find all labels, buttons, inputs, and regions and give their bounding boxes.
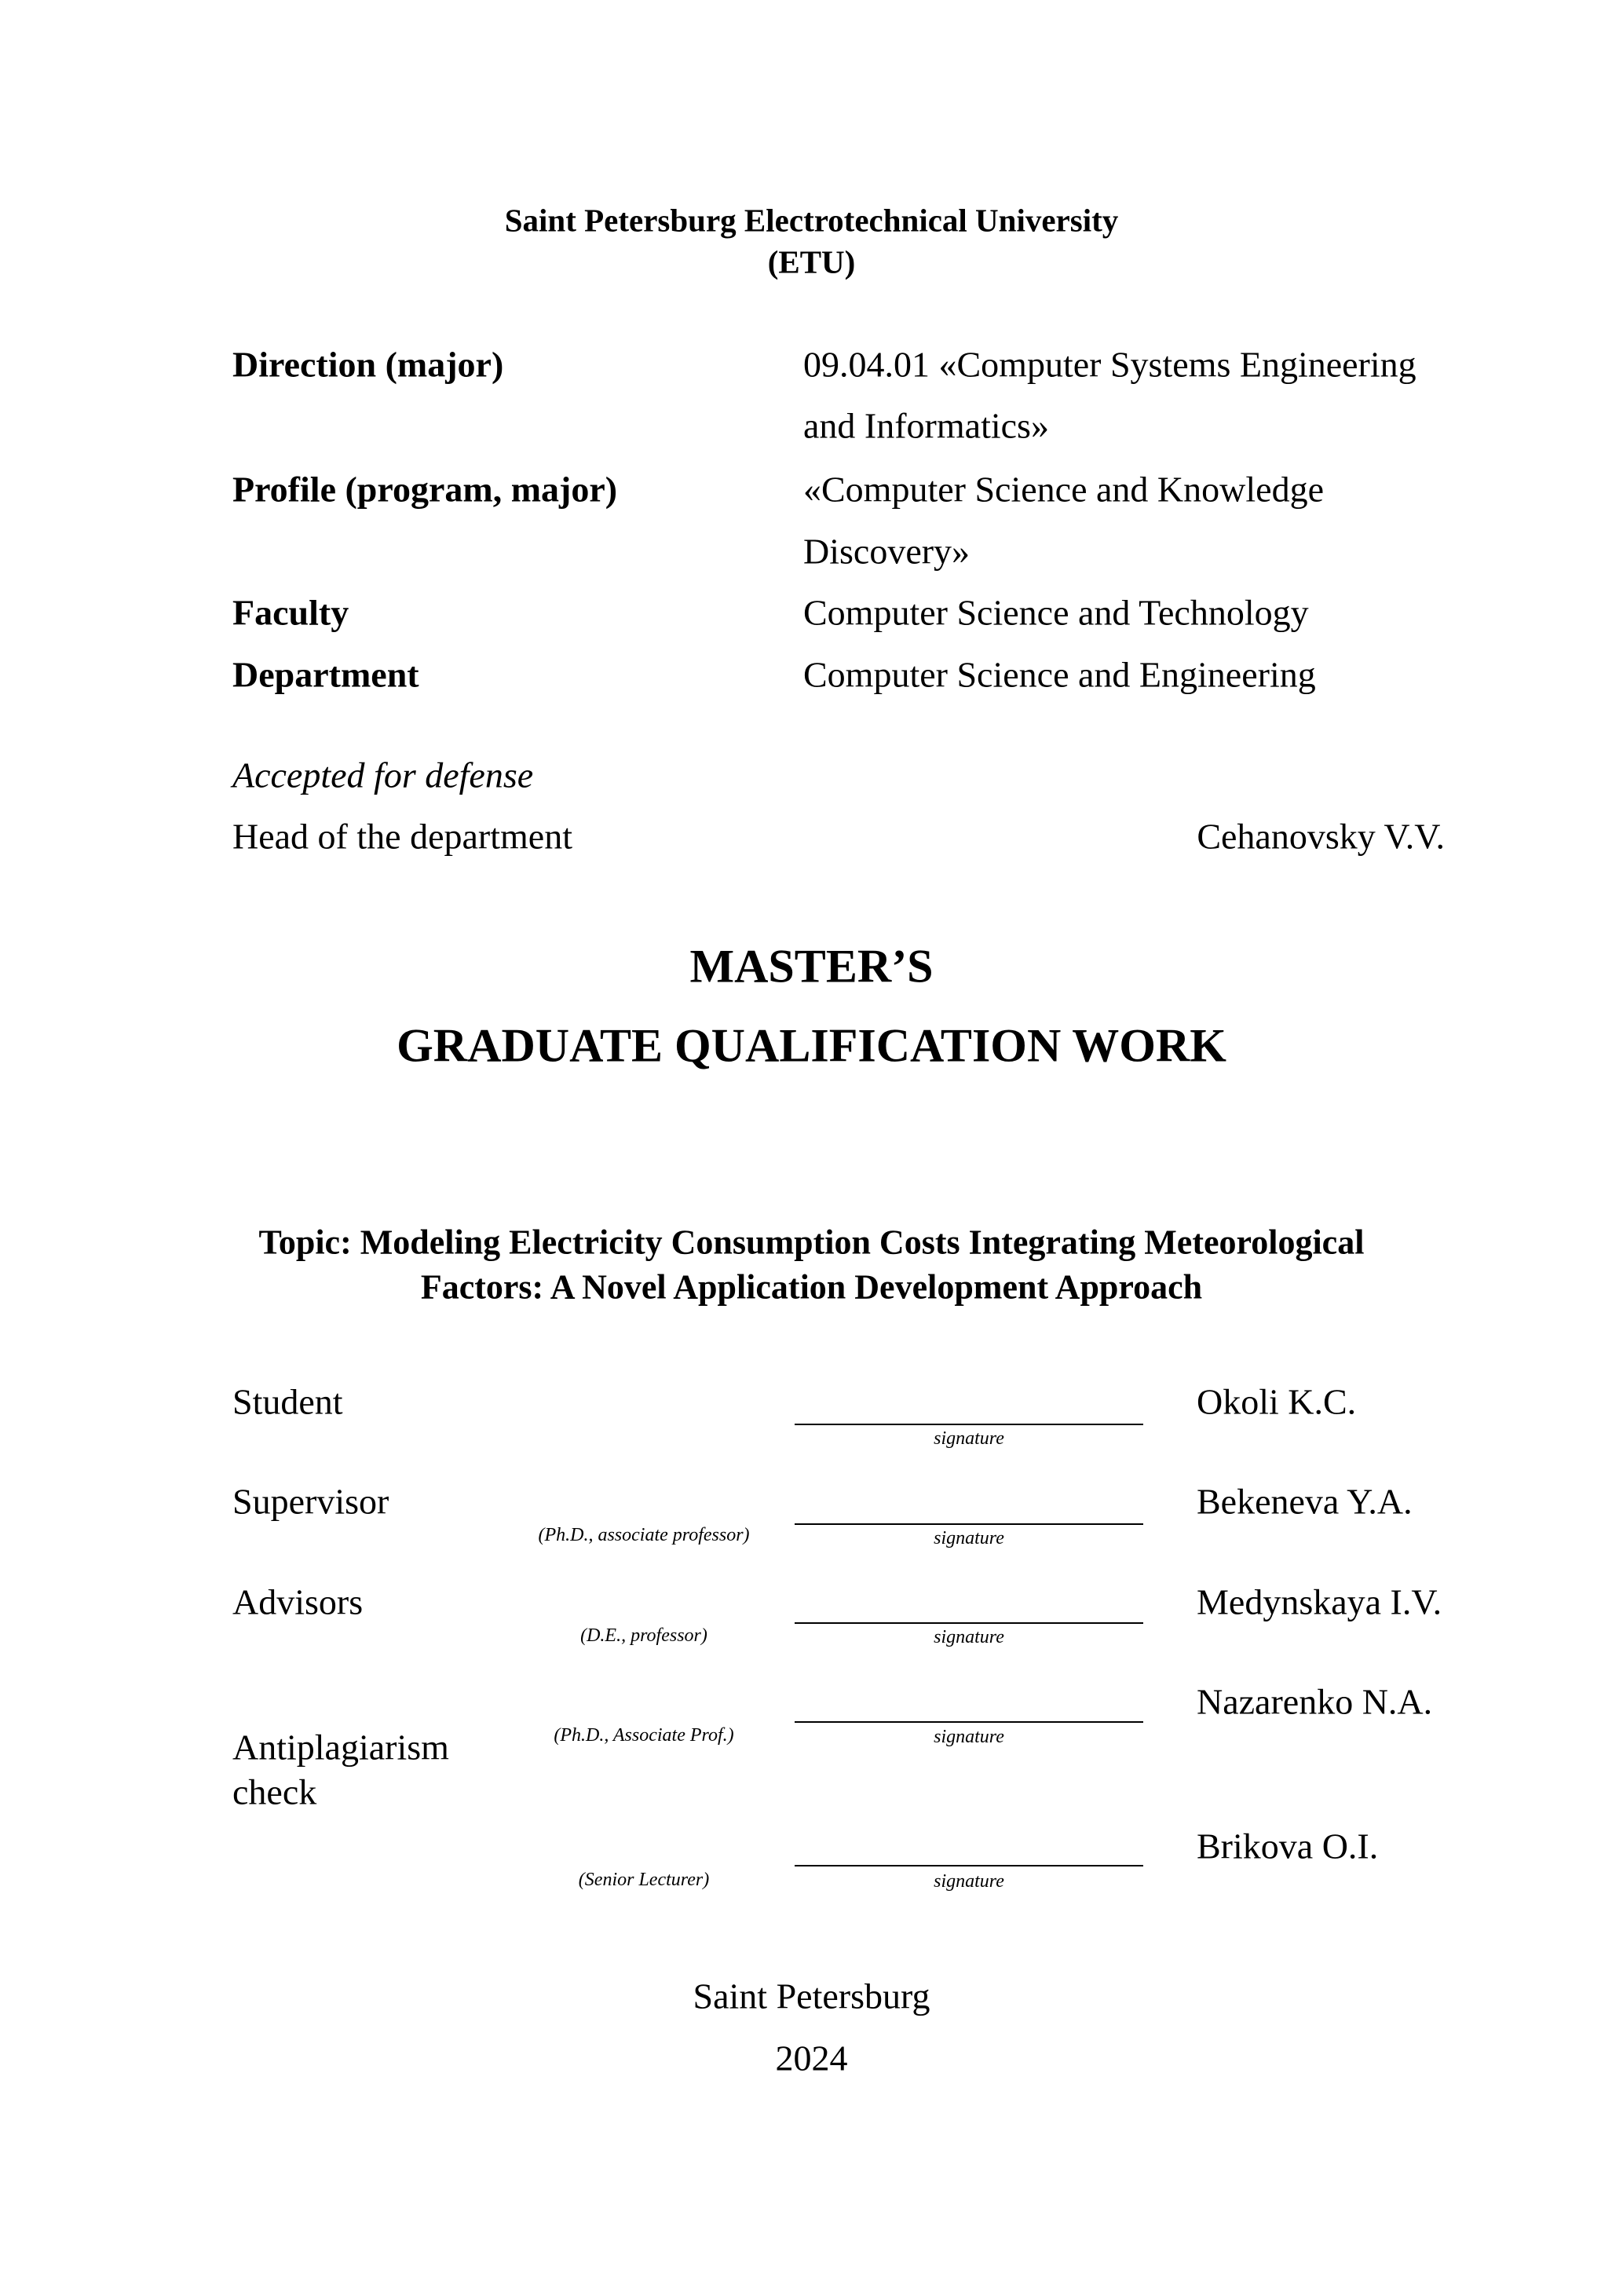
signature-caption: signature bbox=[934, 1428, 1004, 1450]
signature-line bbox=[795, 1865, 1143, 1866]
title-line-2: GRADUATE QUALIFICATION WORK bbox=[397, 1019, 1226, 1072]
supervisor-degree: (Ph.D., associate professor) bbox=[538, 1525, 750, 1546]
signature-caption: signature bbox=[934, 1528, 1004, 1549]
signature-line bbox=[795, 1424, 1143, 1425]
year: 2024 bbox=[775, 2038, 848, 2078]
title-line-1: MASTER’S bbox=[689, 940, 934, 993]
advisor2-degree: (Ph.D., Associate Prof.) bbox=[554, 1725, 734, 1746]
accepted-for-defense: Accepted for defense bbox=[232, 755, 534, 795]
signature-line bbox=[795, 1523, 1143, 1525]
head-label: Head of the department bbox=[232, 816, 572, 857]
advisor2-name: Nazarenko N.A. bbox=[1197, 1681, 1433, 1722]
topic-line-2: Factors: A Novel Application Development Approach bbox=[420, 1267, 1203, 1307]
profile-label: Profile (program, major) bbox=[232, 469, 618, 510]
city: Saint Petersburg bbox=[693, 1976, 930, 2016]
antiplagiarism-role-1: Antiplagiarism bbox=[232, 1727, 449, 1768]
antiplagiarism-name: Brikova O.I. bbox=[1197, 1826, 1379, 1866]
university-name: Saint Petersburg Electrotechnical University bbox=[504, 202, 1119, 239]
topic-line-1: Topic: Modeling Electricity Consumption Costs Integrating Meteorological bbox=[258, 1223, 1365, 1262]
profile-value-2: Discovery» bbox=[803, 531, 971, 572]
advisor1-degree: (D.E., professor) bbox=[580, 1625, 707, 1647]
supervisor-role: Supervisor bbox=[232, 1481, 389, 1522]
supervisor-name: Bekeneva Y.A. bbox=[1197, 1481, 1413, 1522]
profile-value-1: «Computer Science and Knowledge bbox=[803, 469, 1324, 510]
department-label: Department bbox=[232, 654, 419, 695]
university-abbr: (ETU) bbox=[767, 243, 856, 280]
signature-caption: signature bbox=[934, 1627, 1004, 1648]
faculty-value: Computer Science and Technology bbox=[803, 592, 1309, 633]
direction-value-2: and Informatics» bbox=[803, 405, 1049, 446]
signature-caption: signature bbox=[934, 1727, 1004, 1748]
student-role: Student bbox=[232, 1381, 343, 1422]
signature-line bbox=[795, 1622, 1143, 1624]
antiplagiarism-degree: (Senior Lecturer) bbox=[578, 1870, 710, 1891]
faculty-label: Faculty bbox=[232, 592, 349, 633]
signature-line bbox=[795, 1721, 1143, 1723]
signature-caption: signature bbox=[934, 1871, 1004, 1892]
student-name: Okoli K.C. bbox=[1197, 1381, 1357, 1422]
direction-label: Direction (major) bbox=[232, 344, 504, 385]
department-value: Computer Science and Engineering bbox=[803, 654, 1316, 695]
head-name: Cehanovsky V.V. bbox=[1197, 816, 1445, 857]
advisors-role: Advisors bbox=[232, 1581, 364, 1622]
antiplagiarism-role-2: check bbox=[232, 1771, 317, 1812]
advisor1-name: Medynskaya I.V. bbox=[1197, 1581, 1442, 1622]
direction-value-1: 09.04.01 «Computer Systems Engineering bbox=[803, 344, 1416, 385]
